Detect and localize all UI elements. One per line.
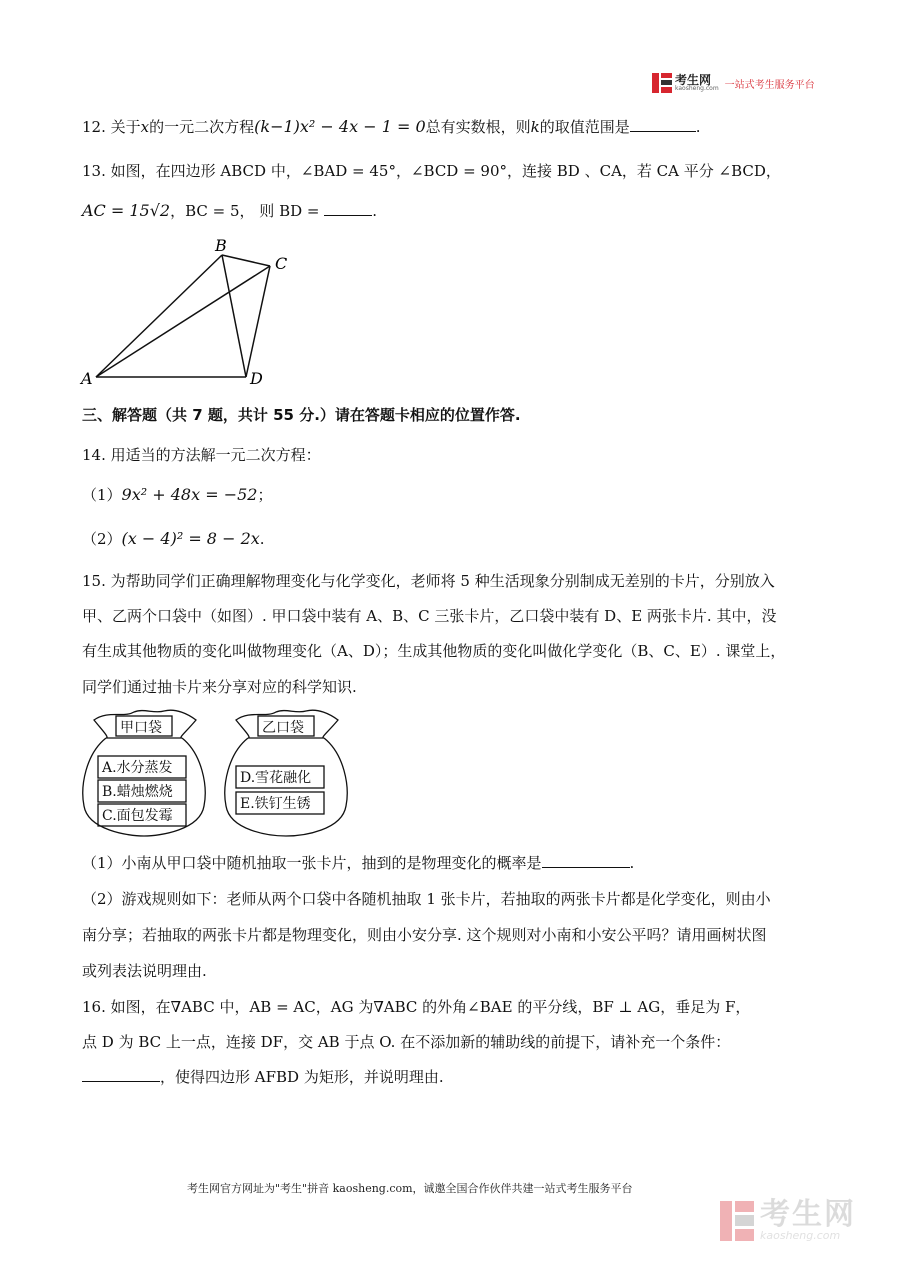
header-logo [652,73,815,93]
q13-ac-value: AC = 15√2 [82,201,171,220]
q15-line4: 同学们通过抽卡片来分享对应的科学知识. [82,678,357,696]
label-a: A [81,369,93,388]
q16-line1: 16. 如图，在∇ABC 中，AB = AC，AG 为∇ABC 的外角∠BAE 的平分线，BF ⊥ AG，垂足为 F， [82,998,751,1016]
q13-answer-blank[interactable] [324,201,372,216]
diagonal-bd [222,255,246,377]
diagonal-ac [96,266,270,377]
q14-part-2 [82,528,265,549]
q14-p1-equation: 9x² + 48x = −52 [121,485,258,504]
q13-number: 13. [82,162,106,180]
q14-p2-equation: (x − 4)² = 8 − 2x [121,529,260,548]
q14-number: 14. [82,446,106,464]
bag2-card-e: E.铁钉生锈 [240,796,311,812]
q16-answer-blank[interactable] [82,1067,160,1082]
q14-text: 用适当的方法解一元二次方程： [110,446,321,464]
q13-end: . [372,202,378,220]
q15-line2: 甲、乙两个口袋中（如图）. 甲口袋中装有 A、B、C 三张卡片，乙口袋中装有 D、E 两张卡片. 其中，没 [82,607,777,625]
label-d: D [250,369,263,388]
bag2-card-d: D.雪花融化 [240,770,312,786]
bag2-body [225,738,347,836]
q15-bags-figure [78,706,358,842]
q15-line3: 有生成其他物质的变化叫做物理变化（A、D）；生成其他物质的变化叫做化学变化（B、C、E）. 课堂上， [82,642,786,660]
label-c: C [275,254,288,273]
q13-line2: ，BC = 5， 则 BD = [170,202,325,220]
q12-end: . [695,118,701,136]
bag2-title: 乙口袋 [262,720,304,736]
q12-var-k: k [530,118,540,136]
footer-text: 考生网官方网址为"考生"拼音 kaosheng.com，诚邀全国合作伙伴共建一站式考生服务平台 [187,1182,633,1195]
edge-cd [246,266,270,377]
header-slogan: 一站式考生服务平台 [724,79,815,91]
q12-equation: (k−1)x² − 4x − 1 = 0 [254,117,426,136]
q12-text-d: 的取值范围是 [539,118,630,136]
bag1-card-b: B.蜡烛燃烧 [102,784,173,800]
q16-line2: 点 D 为 BC 上一点，连接 DF，交 AB 于点 O. 在不添加新的辅助线的前提下，请补充一个条件： [82,1033,731,1051]
q12-text-a: 关于 [110,118,141,136]
q15-p1-end: . [629,854,635,872]
bag1-card-a: A.水分蒸发 [102,760,173,776]
watermark-name: 考生网 [760,1197,856,1232]
q12-text-b: 的一元二次方程 [149,118,255,136]
q15-p1-answer-blank[interactable] [542,853,630,868]
label-b: B [215,236,227,255]
logo-name: 考生网 [675,73,712,87]
section-3-title: 三、解答题（共 7 题，共计 55 分.）请在答题卡相应的位置作答. [82,406,521,424]
logo-domain: kaosheng.com [675,85,719,92]
q12-answer-blank[interactable] [630,117,696,132]
q15-p2-line1: （2）游戏规则如下：老师从两个口袋中各随机抽取 1 张卡片，若抽取的两张卡片都是化学变化，则由小 [82,890,771,908]
kaosheng-logo-icon [652,73,672,93]
question-12 [82,116,701,137]
edge-ab [96,255,222,377]
q16-line3: ，使得四边形 AFBD 为矩形，并说明理由. [160,1068,444,1086]
q12-text-c: 总有实数根，则 [425,118,531,136]
q15-part-1 [82,852,634,873]
q16-line3-wrap [82,1066,444,1087]
watermark-logo-icon [720,1201,754,1241]
q13-line1: 如图，在四边形 ABCD 中，∠BAD = 45°，∠BCD = 90°，连接 BD 、CA，若 CA 平分 ∠BCD， [110,162,781,180]
q13-quadrilateral-figure [78,232,298,392]
q15-p2-line3: 或列表法说明理由. [82,962,207,980]
q12-var-x: x [140,118,150,136]
watermark-domain: kaosheng.com [760,1229,841,1242]
q14-p2-end: . [259,530,265,548]
question-13-line2 [82,200,377,221]
q14-p1-label: （1） [82,486,122,504]
question-14 [82,444,321,465]
q14-p1-end: ； [257,486,273,504]
q14-part-1 [82,484,272,505]
bag1-card-c: C.面包发霉 [102,808,173,824]
watermark [720,1197,856,1242]
q14-p2-label: （2） [82,530,122,548]
q15-p2-line2: 南分享；若抽取的两张卡片都是物理变化，则由小安分享. 这个规则对小南和小安公平吗？请用画树状图 [82,926,767,944]
bag1-title: 甲口袋 [120,720,162,736]
q15-p1-text: （1）小南从甲口袋中随机抽取一张卡片，抽到的是物理变化的概率是 [82,854,542,872]
q12-number: 12. [82,118,106,136]
q15-line1: 15. 为帮助同学们正确理解物理变化与化学变化，老师将 5 种生活现象分别制成无差别的卡片，分别放入 [82,572,775,590]
edge-bc [222,255,270,266]
question-13-line1 [82,160,781,181]
